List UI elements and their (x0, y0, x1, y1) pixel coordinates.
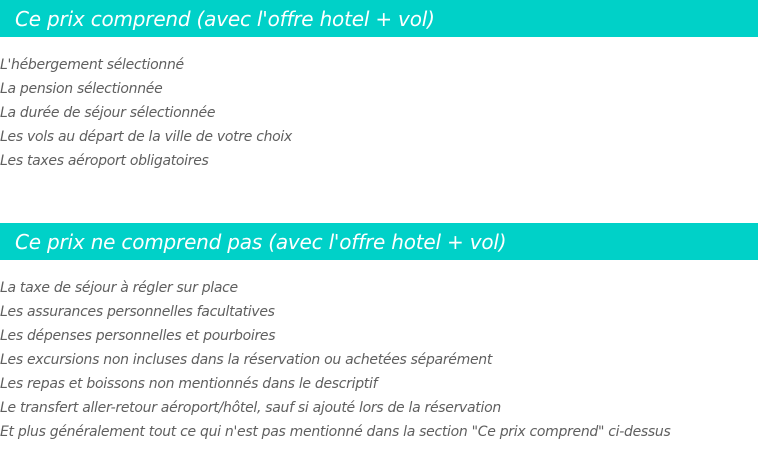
list-item: Les dépenses personnelles et pourboires (0, 328, 276, 344)
list-item: La pension sélectionnée (0, 81, 163, 97)
price-excludes-title: Ce prix ne comprend pas (avec l'offre hotel + vol) (15, 229, 507, 254)
list-item: Les excursions non incluses dans la réservation ou achetées séparément (0, 352, 493, 368)
price-includes-list (0, 53, 758, 173)
price-excludes-list (0, 276, 758, 444)
list-item: Les repas et boissons non mentionnés dans le descriptif (0, 376, 378, 392)
list-item: Le transfert aller-retour aéroport/hôtel, sauf si ajouté lors de la réservation (0, 400, 501, 416)
list-item: L'hébergement sélectionné (0, 57, 184, 73)
price-excludes-section (0, 223, 758, 444)
list-item: Les vols au départ de la ville de votre choix (0, 129, 293, 145)
list-item: La taxe de séjour à régler sur place (0, 280, 238, 296)
list-item: Les assurances personnelles facultatives (0, 304, 275, 320)
price-includes-header (0, 0, 758, 37)
price-excludes-header (0, 223, 758, 260)
list-item: Les taxes aéroport obligatoires (0, 153, 209, 169)
list-item: La durée de séjour sélectionnée (0, 105, 216, 121)
price-includes-title: Ce prix comprend (avec l'offre hotel + vol) (15, 6, 435, 31)
list-item: Et plus généralement tout ce qui n'est pas mentionné dans la section "Ce prix comprend" ci-dessus (0, 424, 671, 440)
price-includes-section (0, 0, 758, 173)
